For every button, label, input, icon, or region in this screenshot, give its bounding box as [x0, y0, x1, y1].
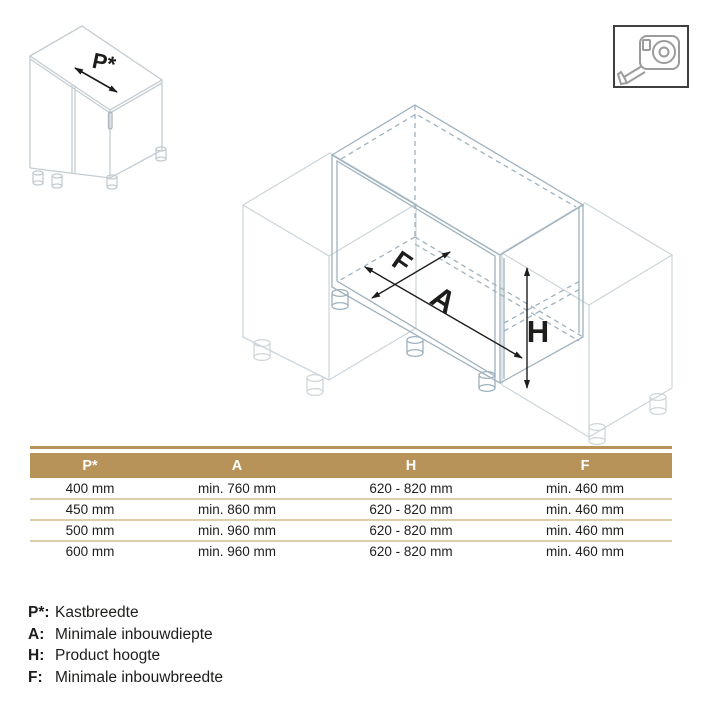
cell-p: 400 mm	[65, 481, 115, 496]
col-header-a: A	[231, 457, 243, 474]
legend-key-h: H:	[28, 647, 45, 664]
spec-table	[30, 446, 672, 561]
col-header-p: P*	[82, 457, 98, 474]
product-cabinet-feet	[332, 290, 495, 392]
cell-f: min. 460 mm	[545, 523, 625, 538]
right-cabinet-feet	[589, 394, 666, 445]
cell-a: min. 960 mm	[197, 544, 277, 559]
legend-item	[28, 602, 223, 624]
a-label: A	[424, 278, 463, 321]
legend-key-f: F:	[28, 668, 43, 686]
legend-key-p: P*:	[28, 604, 50, 621]
cell-f: min. 460 mm	[545, 502, 625, 517]
legend-label-a: Minimale inbouwdiepte	[55, 625, 213, 643]
table-header-row	[30, 453, 672, 478]
table-row	[30, 540, 672, 561]
legend-key-a: A:	[28, 625, 45, 643]
cell-h: 620 - 820 mm	[369, 481, 453, 496]
p-star-label: P*	[90, 47, 119, 78]
cabinet-thumbnail-drawing	[20, 18, 200, 198]
cell-f: min. 460 mm	[545, 544, 625, 559]
legend-label-h: Product hoogte	[55, 647, 161, 664]
table-row	[30, 479, 672, 498]
table-top-rule	[30, 446, 672, 449]
legend-item	[28, 667, 223, 689]
corner-cabinet-diagram	[230, 95, 700, 450]
cell-a: min. 960 mm	[197, 523, 277, 538]
legend-item	[28, 645, 223, 667]
col-header-f: F	[580, 457, 590, 474]
col-header-h: H	[405, 457, 417, 474]
cell-h: 620 - 820 mm	[369, 502, 453, 517]
cell-a: min. 760 mm	[197, 481, 277, 496]
legend-label-f: Minimale inbouwbreedte	[55, 668, 224, 686]
measuring-tape-glyph	[618, 36, 679, 84]
f-label: F	[386, 244, 418, 280]
thumbnail-cabinet-feet	[33, 147, 166, 189]
table-row	[30, 519, 672, 540]
table-body	[30, 479, 672, 561]
legend-label-p: Kastbreedte	[55, 604, 139, 621]
cell-p: 600 mm	[65, 544, 115, 559]
dimension-legend	[28, 602, 223, 688]
dimension-labels	[387, 245, 550, 349]
cell-f: min. 460 mm	[545, 481, 625, 496]
cell-h: 620 - 820 mm	[369, 544, 453, 559]
h-label: H	[526, 314, 550, 349]
cell-p: 450 mm	[65, 502, 115, 517]
measuring-tape-icon	[613, 25, 689, 88]
cell-a: min. 860 mm	[197, 502, 277, 517]
thumbnail-p-dimension	[75, 48, 118, 92]
table-row	[30, 498, 672, 519]
legend-item	[28, 624, 223, 646]
cell-h: 620 - 820 mm	[369, 523, 453, 538]
cell-p: 500 mm	[65, 523, 115, 538]
